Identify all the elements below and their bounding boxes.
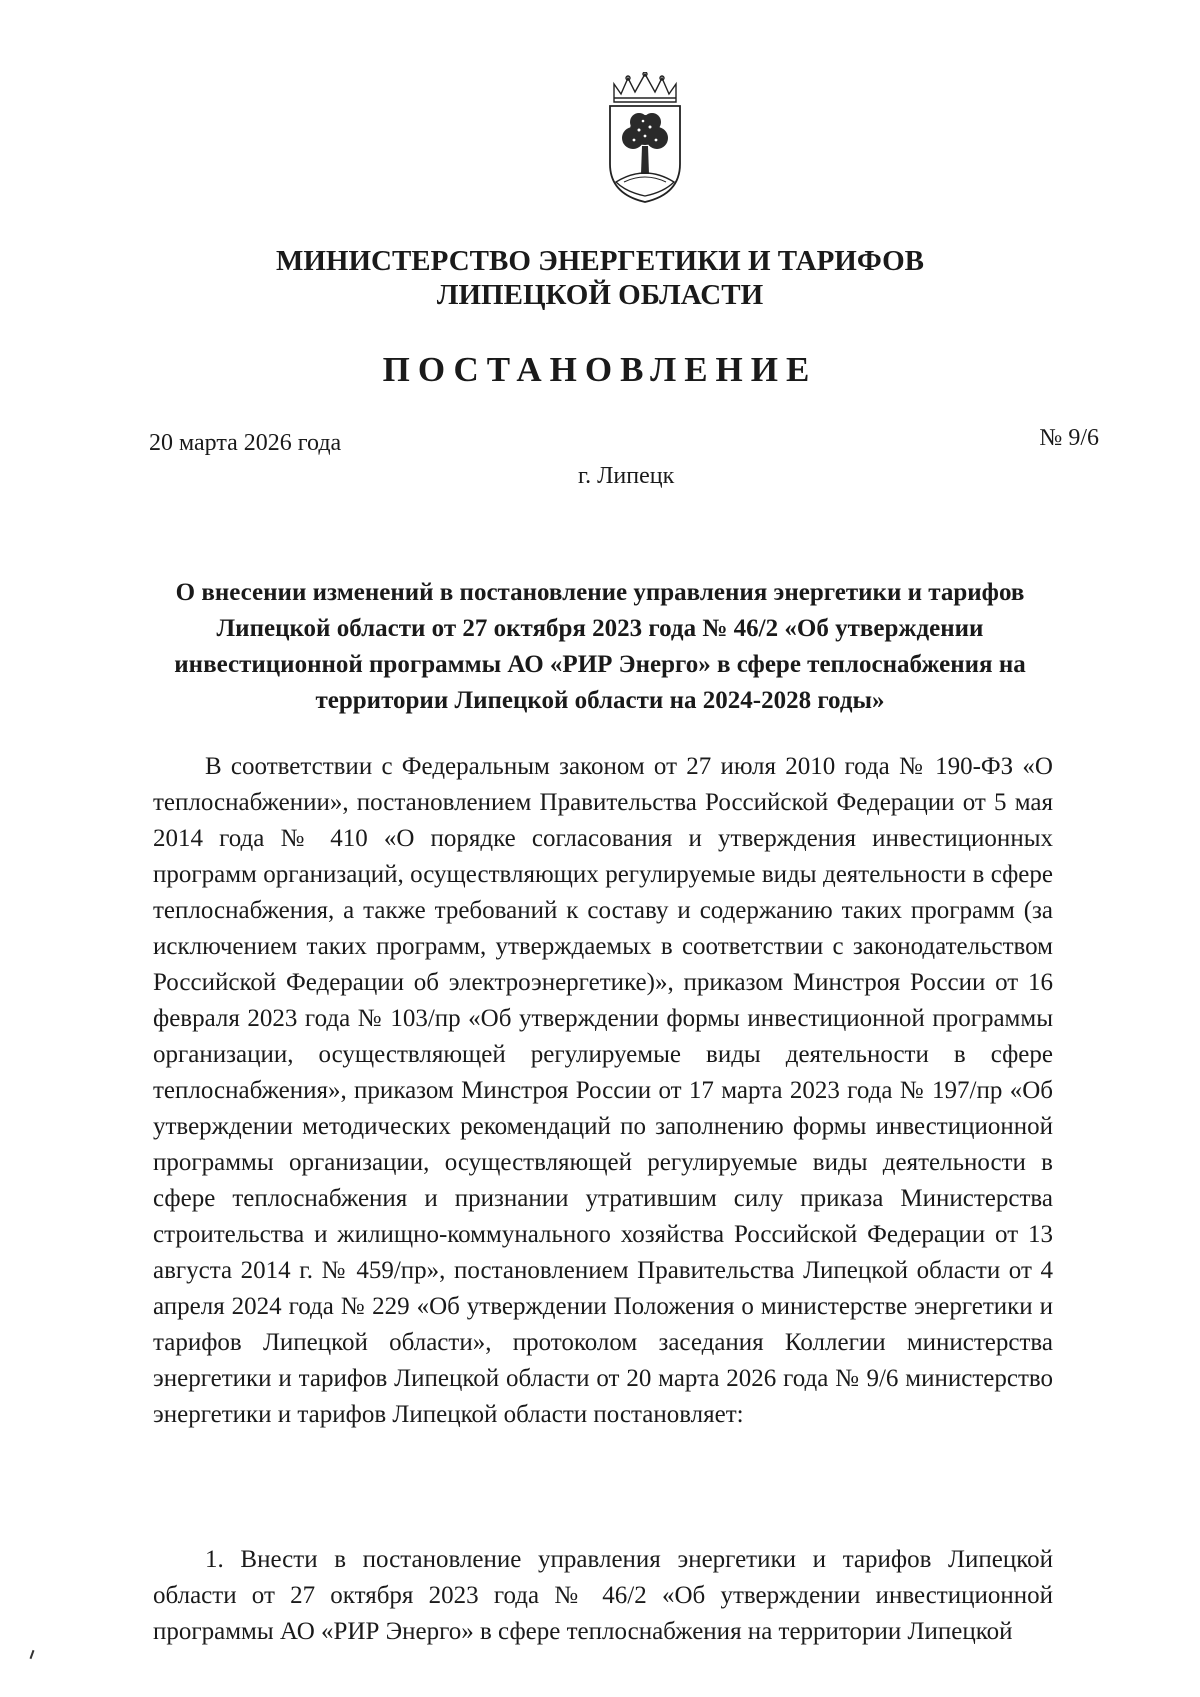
document-date: 20 марта 2026 года: [149, 430, 342, 456]
ministry-name: [150, 244, 1050, 312]
coat-of-arms-emblem: [606, 72, 684, 204]
ministry-name-line-2: ЛИПЕЦКОЙ ОБЛАСТИ: [436, 279, 764, 311]
document-type-title: ПОСТАНОВЛЕНИЕ: [382, 350, 818, 389]
ministry-name-line-1: МИНИСТЕРСТВО ЭНЕРГЕТИКИ И ТАРИФОВ: [275, 245, 925, 277]
document-number: № 9/6: [1039, 425, 1099, 451]
document-subject: О внесении изменений в постановление управления энергетики и тарифов Липецкой области от 27 октября 2023 года № 46/2 «Об утверждении инвестиционной программы АО «РИР Энерго» в сфере теплоснабжения на территории Липецкой области на 2024-2028 годы»: [174, 579, 1026, 714]
document-city: г. Липецк: [578, 463, 675, 489]
scan-mark: [30, 1650, 35, 1659]
body-paragraph-item-1: 1. Внести в постановление управления энергетики и тарифов Липецкой области от 27 октября 2023 года № 46/2 «Об утверждении инвестиционной программы АО «РИР Энерго» в сфере теплоснабжения на территории Липецкой: [153, 1546, 1053, 1645]
body-paragraph-preamble: В соответствии с Федеральным законом от 27 июля 2010 года № 190-ФЗ «О теплоснабжении», постановлением Правительства Российской Федерации от 5 мая 2014 года № 410 «О порядке согласования и утверждения инвестиционных программ организаций, осуществляющих регулируемые виды деятельности в сфере теплоснабжения, а также требований к составу и содержанию таких программ (за исключением таких программ, утверждаемых в соответствии с законодательством Российской Федерации об электроэнергетике)», приказом Минстроя России от 16 февраля 2023 года № 103/пр «Об утверждении формы инвестиционной программы организации, осуществляющей регулируемые виды деятельности в сфере теплоснабжения», приказом Минстроя России от 17 марта 2023 года № 197/пр «Об утверждении методических рекомендаций по заполнению формы инвестиционной программы организации, осуществляющей регулируемые виды деятельности в сфере теплоснабжения и признании утратившим силу приказа Министерства строительства и жилищно-коммунального хозяйства Российской Федерации от 13 августа 2014 г. № 459/пр», постановлением Правительства Липецкой области от 4 апреля 2024 года № 229 «Об утверждении Положения о министерстве энергетики и тарифов Липецкой области», протоколом заседания Коллегии министерства энергетики и тарифов Липецкой области от 20 марта 2026 года № 9/6 министерство энергетики и тарифов Липецкой области постановляет:: [153, 753, 1053, 1428]
